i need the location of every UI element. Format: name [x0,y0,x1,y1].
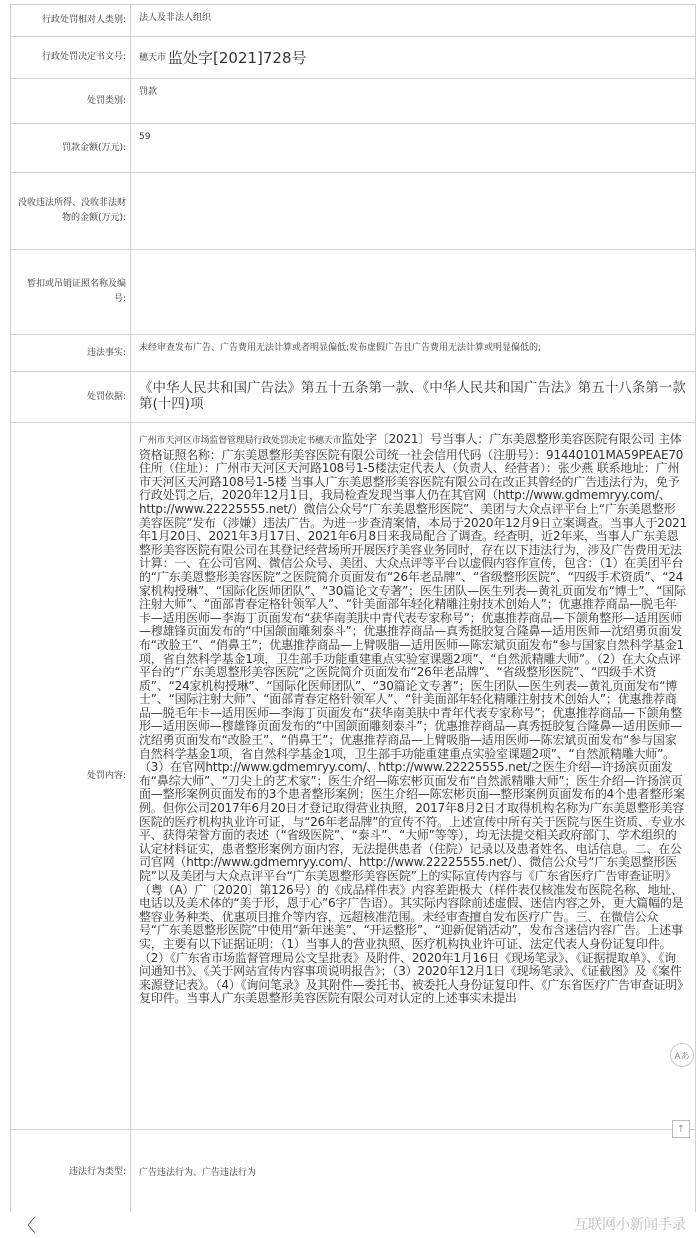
penalty-type-value: 罚款 [139,87,158,97]
facts-label: 违法事实: [11,335,131,371]
decision-no-number: 监处字[2021]728号 [168,48,307,67]
row-content [11,422,695,1129]
violation-type-value: 广告违法行为、广告违法行为 [139,1168,257,1178]
facts-value: 未经审查发布广告、广告费用无法计算或者明显偏低;发布虚假广告且广告费用无法计算或明显偏低的; [139,343,542,353]
confiscation-label: 没收违法所得、没收非法财物的金额(万元): [11,173,131,249]
decision-no-label: 行政处罚决定书文号: [11,37,131,78]
decision-no-value [131,37,695,78]
translate-icon[interactable]: Aあ [670,1043,694,1067]
basis-label: 处罚依据: [11,372,131,422]
row-party-type [11,4,695,36]
penalty-table [10,4,696,1215]
row-penalty-type [11,78,695,123]
row-violation-type [11,1129,695,1215]
row-fine [11,123,695,172]
content-body: 监处字〔2021〕号当事人：广东美恩整形美容医院有限公司 主体资格证照名称：广东美恩整形美容医院有限公司统一社会信用代码（注册号）：91440101MA59PEAE70 住所（住址）：广州市天河区天河路108号1-5楼法定代表人（负责人、经营者）：张少燕 联系地址：广州市天河区天河路108号1-5楼 当事人广东美恩整形美容医院有限公司在改正其曾经的广告违法行为，免予行政处罚之后，2020年12月1日，我局检查发现当事人仍在其官网（http://www.gdmemryy.com/、http://www.22225555.net/）微信公众号“广东美恩整形医院”、美团与大众点评平台上“广东美恩整形美容医院”发布（涉嫌）违法广告。为进一步查清案情，本局于2020年12月9日立案调查。当事人于2021年1月20日、2021年3月17日、2021年6月8日来我局配合了调查。经查明，近2年来，当事人广东美恩整形美容医院有限公司在其登记经营场所开展医疗美容业务同时，存在以下违法行为，涉及广告费用无法计算：一、在公司官网、微信公众号、美团、大众点评等平台以虚假内容作宣传，包含：（1）在美团平台的“广东美恩整形美容医院”之医院简介页面发布“26年老品牌”、“省级整形医院”、“四级手术资质”、“24家机构授琳”、“国际化医师团队”、“30篇论文专著”；医生团队—医生列表—黄礼页面发布“博士”、“国际注射大师”、“面部青春定格针领军人”、“针美面部年轻化精雕注射技术创始人”；优惠推荐商品—脱毛年卡—适用医师—李海丁页面发布“获华南美肤中青代表专家称号”；优惠推荐商品—下颌角整形—适用医师—穆雄锋页面发布的“中国颌面雕刻泰斗”；优惠推荐商品—真秀挺胶复合隆鼻—适用医师—沈绍勇页面发布“改脸王”、“俏鼻王”；优惠推荐商品—上臂吸脂—适用医师—陈宏斌页面发布“参与国家自然科学基金1项，省自然科学基金1项，卫生部手功能重建重点实验室课题2项”、“自然派精雕大师”。（2）在大众点评平台的“广东美恩整形美容医院”之医院简介页面发布“26年老品牌”、“省级整形医院”、“四级手术资质”、“24家机构授琳”、“国际化医师团队”、“30篇论文专著”；医生团队—医生列表—黄礼页面发布“博士”、“国际注射大师”、“面部青春定格针领军人”、“针美面部年轻化精雕注射技术创始人”；优惠推荐商品—脱毛年卡—适用医师—李海丁页面发布“获华南美肤中青年代表专家称号”；优惠推荐商品—下颌角整形—适用医师—穆雄锋页面发布的“中国颌面雕刻泰斗”；优惠推荐商品—真秀挺胶复合隆鼻—适用医师—沈绍勇页面发布“改脸王”、“俏鼻王”；优惠推荐商品—上臂吸脂—适用医师—陈宏斌页面发布“参与国家自然科学基金1项，省自然科学基金1项，卫生部手功能重建重点实验室课题2项”、“自然派精雕大师”。（3）在官网http://www.gdmemryy.com/、http://www.22225555.net/之医生介绍—许扬滨页面发布“鼻综大师”、“刀尖上的艺术家”；医生介绍—陈宏彬页面发布“自然派精雕大师”；医生介绍—许扬滨页面—整形案例页面发布的3个患者整形案例；医生介绍—陈宏彬页面—整形案例页面发布的4个患者整形案例。但你公司2017年6月20日才登记取得营业执照，2017年8月2日才取得机构名称为广东美恩整形美容医院的医疗机构执业许可证，与“26年老品牌”的宣传不符。上述宣传中所有关于医院与医生资质、专业水平、获得荣誉方面的表述（“省级医院”、“泰斗”、“大师”等等），均无法提交相关政府部门、学术组织的认定材料证实，患者整形案例方面内容，无法提供患者（住院）记录以及患者姓名、电话信息。二、在公司官网（http://www.gdmemryy.com/、http://www.22225555.net/）、微信公众号“广东美恩整形医院”以及美团与大众点评平台“广东美恩整形美容医院”上的实际宣传内容与《广东省医疗广告审查证明》（粤（A）广〔2020〕第126号）的《成品样件表》内容差距极大（样件表仅核准发布医院名称、地址、电话以及美术体的“美于形，恩于心”6字广告语）。其实际内容除前述虚假、迷信内容之外，更大篇幅的是整容业务种类、优惠项目推介等内容，远超核准范围。未经审查擅自发布医疗广告。三、在微信公众号“广东美恩整形医院”中使用“新年迷美”、“开运整形”、“迎新促销活动”，发布含迷信内容广告。上述事实，主要有以下证据证明：（1）当事人的营业执照、医疗机构执业许可证、法定代表人身份证复印件。（2）《广东省市场监督管理局公文呈批表》及附件、2020年1月16日《现场笔录》、《证据提取单》、《询问通知书》、《关于网站宣传内容事项说明报告》；（3）2020年12月1日《现场笔录》、《证截图》及《案件来源登记表》。（4）《询问笔录》及其附件—委托书、被委托人身份证复印件、《广东省医疗广告审查证明》复印件。当事人广东美恩整形美容医院有限公司对认定的上述事实未提出 [139,432,688,1006]
party-type-label: 行政处罚相对人类别: [11,5,131,36]
row-facts [11,334,695,371]
fine-label: 罚款金额(万元): [11,124,131,172]
penalty-type-label: 处罚类别: [11,79,131,123]
back-chevron-icon[interactable]: 〈 [18,1216,36,1237]
decision-no-prefix: 穗天市 [139,52,167,63]
watermark: 互联网小新闻手录 [574,1217,686,1233]
party-type-value: 法人及非法人组织 [139,13,212,23]
confiscation-value [131,173,695,249]
content-label: 处罚内容: [11,423,131,1129]
row-basis [11,371,695,422]
fine-value: 59 [139,132,151,142]
bottom-bar [0,1212,700,1237]
license-label: 暂扣或吊销证照名称及编号: [11,250,131,334]
content-lead: 广州市天河区市场监督管理局行政处罚决定书穗天市 [139,436,342,446]
row-confiscation [11,172,695,249]
scroll-top-icon[interactable]: ↑ [672,1120,690,1138]
row-license [11,249,695,334]
license-value [131,250,695,334]
violation-type-label: 违法行为类型: [11,1130,131,1214]
row-decision-no [11,36,695,78]
basis-value: 《中华人民共和国广告法》第五十五条第一款、《中华人民共和国广告法》第五十八条第一款第(十四)项 [139,380,686,412]
content-value [131,423,695,1129]
